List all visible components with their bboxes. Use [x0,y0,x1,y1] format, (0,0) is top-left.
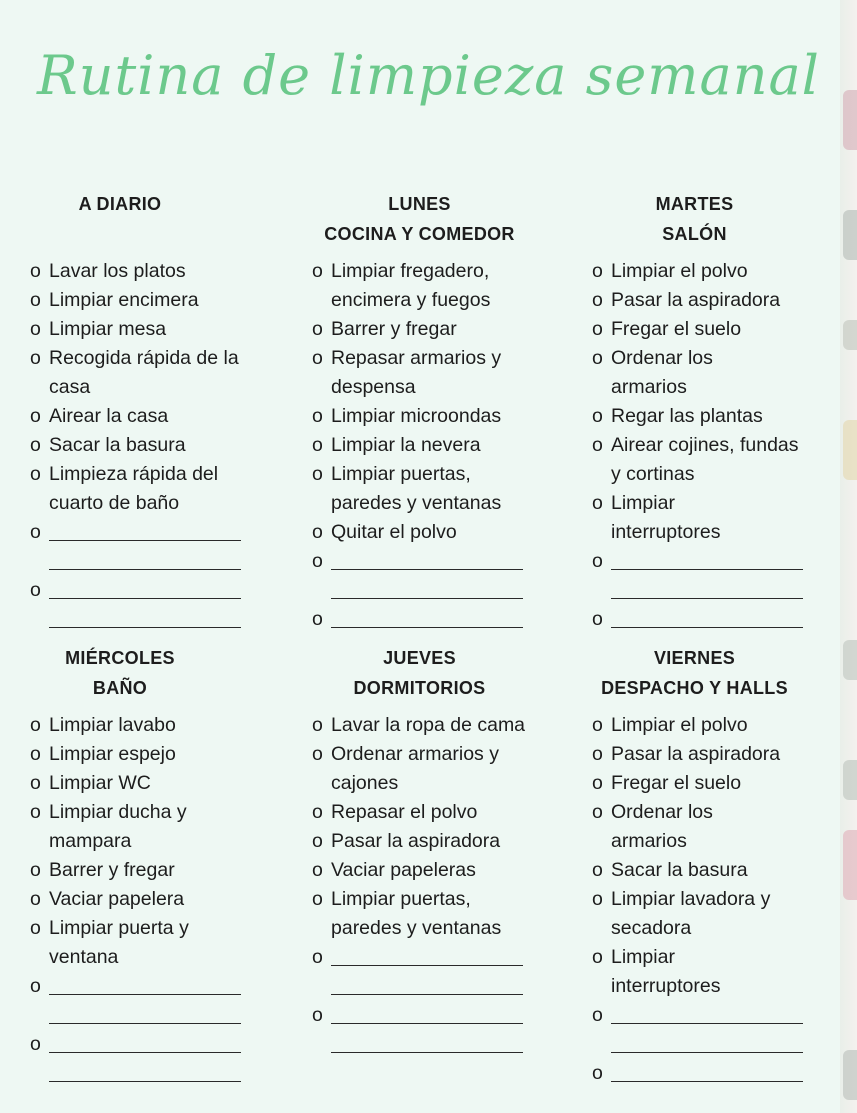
blank-entry[interactable] [30,972,280,1001]
checkbox-circle-icon[interactable]: o [312,550,323,572]
item-label: Limpiar mesa [49,318,167,340]
day-label: VIERNES [653,648,736,668]
column-miercoles [30,643,280,1088]
item-label: Limpiar puertas, paredes y ventanas [331,888,502,939]
checkbox-circle-icon[interactable]: o [592,405,603,427]
write-line[interactable] [611,1052,803,1053]
checkbox-circle-icon[interactable]: o [312,434,323,456]
blank-entry[interactable] [592,605,822,634]
decoration-left-page-grey [843,320,857,350]
blank-entry-continuation[interactable] [30,605,280,634]
blank-entry-continuation[interactable] [30,547,280,576]
column-heading [592,643,797,703]
write-line[interactable] [49,1081,241,1082]
checklist-item[interactable] [30,257,280,286]
blank-entry-continuation[interactable] [592,576,822,605]
checkbox-circle-icon[interactable]: o [312,260,323,282]
checklist-item[interactable] [312,518,572,547]
write-line[interactable] [611,569,803,570]
item-label: Limpiar lavabo [49,714,176,736]
checklist-item[interactable] [30,769,280,798]
checklist-item[interactable] [312,798,572,827]
column-martes [592,189,822,634]
day-label: JUEVES [383,648,456,668]
item-label: Sacar la basura [49,434,186,456]
checkbox-circle-icon[interactable]: o [30,434,41,456]
blank-entry-continuation[interactable] [312,972,572,1001]
checkbox-circle-icon[interactable]: o [592,347,603,369]
write-line[interactable] [331,1052,523,1053]
item-label: Limpiar ducha y mampara [49,801,187,852]
item-label: Lavar la ropa de cama [331,714,526,736]
decoration-left-page-pink [843,830,857,900]
checkbox-circle-icon[interactable]: o [30,463,41,485]
day-label: LUNES [388,194,451,214]
checklist-item[interactable] [30,711,280,740]
checklist-item[interactable] [312,315,572,344]
checklist-item[interactable] [592,431,801,489]
area-label: COCINA Y COMEDOR [324,224,515,244]
write-line[interactable] [331,965,523,966]
checklist-item[interactable] [312,431,572,460]
item-label: Limpiar interruptores [611,946,721,997]
area-label: DESPACHO Y HALLS [601,678,788,698]
checklist-item[interactable] [592,943,761,1001]
item-label: Ordenar armarios y cajones [331,743,499,794]
checkbox-circle-icon[interactable]: o [592,946,603,968]
checkbox-circle-icon[interactable]: o [592,772,603,794]
write-line[interactable] [331,1023,523,1024]
column-diario [30,189,280,634]
checklist-item[interactable] [312,460,536,518]
item-label: Ordenar los armarios [611,801,713,852]
checkbox-circle-icon[interactable]: o [312,859,323,881]
checklist-item[interactable] [592,257,822,286]
checkbox-circle-icon[interactable]: o [30,801,41,823]
item-label: Limpiar lavadora y secadora [611,888,771,939]
write-line[interactable] [331,569,523,570]
checklist-item[interactable] [592,769,822,798]
item-label: Limpiar puerta y ventana [49,917,189,968]
blank-entry[interactable] [592,547,822,576]
decoration-left-page-yellow [843,420,857,480]
checkbox-circle-icon[interactable]: o [312,830,323,852]
checkbox-circle-icon[interactable]: o [592,801,603,823]
item-label: Sacar la basura [611,859,748,881]
checkbox-circle-icon[interactable]: o [30,521,41,543]
write-line[interactable] [49,598,241,599]
checklist-item[interactable] [312,885,536,943]
item-label: Vaciar papeleras [331,859,476,881]
column-heading [592,189,797,249]
blank-entry-continuation[interactable] [30,1001,280,1030]
checkbox-circle-icon[interactable]: o [312,347,323,369]
area-label: BAÑO [92,678,148,698]
decoration-left-page-grey [843,1050,857,1100]
item-label: Limpiar el polvo [611,260,748,282]
checkbox-circle-icon[interactable]: o [592,714,603,736]
item-label: Airear cojines, fundas y cortinas [611,434,799,485]
checklist-item[interactable] [312,257,521,315]
checkbox-circle-icon[interactable]: o [30,772,41,794]
checklist-item[interactable] [30,460,264,518]
checklist-item[interactable] [30,885,280,914]
blank-entry[interactable] [30,576,280,605]
checkbox-circle-icon[interactable]: o [30,975,41,997]
write-line[interactable] [49,569,241,570]
checkbox-circle-icon[interactable]: o [312,1004,323,1026]
blank-entry[interactable] [592,1059,822,1088]
checkbox-circle-icon[interactable]: o [592,318,603,340]
checklist-item[interactable] [592,286,822,315]
item-label: Repasar el polvo [331,801,478,823]
write-line[interactable] [611,1081,803,1082]
write-line[interactable] [49,627,241,628]
checklist-item[interactable] [30,344,259,402]
write-line[interactable] [49,1052,241,1053]
checklist-item[interactable] [30,431,280,460]
checkbox-circle-icon[interactable]: o [592,1062,603,1084]
item-label: Fregar el suelo [611,318,742,340]
checkbox-circle-icon[interactable]: o [312,318,323,340]
checkbox-circle-icon[interactable]: o [30,579,41,601]
item-label: Limpiar puertas, paredes y ventanas [331,463,502,514]
checkbox-circle-icon[interactable]: o [312,801,323,823]
checklist-item[interactable] [30,798,234,856]
checkbox-circle-icon[interactable]: o [30,917,41,939]
checkbox-circle-icon[interactable]: o [312,946,323,968]
item-label: Fregar el suelo [611,772,742,794]
checkbox-circle-icon[interactable]: o [312,521,323,543]
item-label: Quitar el polvo [331,521,457,543]
item-label: Ordenar los armarios [611,347,713,398]
checklist-item[interactable] [312,827,572,856]
item-label: Limpiar fregadero, encimera y fuegos [331,260,491,311]
item-label: Pasar la aspiradora [331,830,501,852]
checkbox-circle-icon[interactable]: o [592,743,603,765]
checklist-item[interactable] [30,856,280,885]
write-line[interactable] [49,1023,241,1024]
blank-entry[interactable] [312,605,572,634]
item-label: Regar las plantas [611,405,763,427]
checklist-item[interactable] [312,740,536,798]
item-label: Limpiar interruptores [611,492,721,543]
column-heading [30,189,210,249]
checklist-item[interactable] [592,856,822,885]
blank-entry[interactable] [30,1030,280,1059]
checkbox-circle-icon[interactable]: o [592,1004,603,1026]
checklist-item[interactable] [312,711,526,740]
area-label [30,219,210,249]
checklist-item[interactable] [592,315,822,344]
checkbox-circle-icon[interactable]: o [30,859,41,881]
column-heading [312,189,527,249]
checkbox-circle-icon[interactable]: o [592,260,603,282]
write-line[interactable] [611,598,803,599]
item-label: Pasar la aspiradora [611,743,781,765]
checkbox-circle-icon[interactable]: o [312,714,323,736]
page-edge [840,0,857,1113]
checkbox-circle-icon[interactable]: o [30,260,41,282]
checklist-item[interactable] [592,711,822,740]
item-label: Limpieza rápida del cuarto de baño [49,463,219,514]
day-label: A DIARIO [78,194,162,214]
write-line[interactable] [611,627,803,628]
item-label: Lavar los platos [49,260,186,282]
checkbox-circle-icon[interactable]: o [592,434,603,456]
checkbox-circle-icon[interactable]: o [592,888,603,910]
blank-entry-continuation[interactable] [312,576,572,605]
checkbox-circle-icon[interactable]: o [30,743,41,765]
item-label: Limpiar WC [49,772,151,794]
area-label: DORMITORIOS [353,678,486,698]
decoration-left-page-grey [843,210,857,260]
write-line[interactable] [611,1023,803,1024]
checklist-item[interactable] [30,286,280,315]
decoration-left-page-grey [843,640,857,680]
write-line[interactable] [331,598,523,599]
column-heading [30,643,210,703]
column-lunes [312,189,572,634]
item-label: Repasar armarios y despensa [331,347,502,398]
checkbox-circle-icon[interactable]: o [30,347,41,369]
checklist-item[interactable] [592,344,761,402]
checklist-item[interactable] [592,885,811,943]
item-label: Limpiar encimera [49,289,199,311]
checklist-item[interactable] [30,740,280,769]
item-label: Limpiar espejo [49,743,176,765]
checkbox-circle-icon[interactable]: o [592,608,603,630]
blank-entry-continuation[interactable] [312,1030,572,1059]
write-line[interactable] [331,627,523,628]
decoration-left-page-grey [843,760,857,800]
checkbox-circle-icon[interactable]: o [30,714,41,736]
checkbox-circle-icon[interactable]: o [312,888,323,910]
page-title: Rutina de limpieza semanal [37,44,820,107]
blank-entry[interactable] [30,518,280,547]
column-jueves [312,643,572,1059]
item-label: Limpiar el polvo [611,714,748,736]
checkbox-circle-icon[interactable]: o [592,492,603,514]
checklist-item[interactable] [30,914,239,972]
checkbox-circle-icon[interactable]: o [30,289,41,311]
checklist-item[interactable] [312,344,536,402]
checkbox-circle-icon[interactable]: o [30,405,41,427]
checkbox-circle-icon[interactable]: o [312,608,323,630]
blank-entry[interactable] [592,1001,822,1030]
checklist-item[interactable] [592,798,761,856]
checkbox-circle-icon[interactable]: o [312,463,323,485]
blank-entry-continuation[interactable] [592,1030,822,1059]
item-label: Vaciar papelera [49,888,185,910]
day-label: MARTES [655,194,734,214]
item-label: Limpiar la nevera [331,434,481,456]
write-line[interactable] [331,994,523,995]
checklist-item[interactable] [592,402,822,431]
write-line[interactable] [49,540,241,541]
write-line[interactable] [49,994,241,995]
checklist-item[interactable] [30,402,280,431]
checkbox-circle-icon[interactable]: o [30,888,41,910]
checkbox-circle-icon[interactable]: o [312,405,323,427]
checklist-item[interactable] [30,315,280,344]
checkbox-circle-icon[interactable]: o [312,743,323,765]
day-label: MIÉRCOLES [65,648,175,668]
checklist-item[interactable] [592,489,761,547]
checklist-item[interactable] [312,856,572,885]
item-label: Barrer y fregar [49,859,175,881]
item-label: Limpiar microondas [331,405,502,427]
checkbox-circle-icon[interactable]: o [30,318,41,340]
blank-entry[interactable] [312,943,572,972]
item-label: Barrer y fregar [331,318,457,340]
item-label: Recogida rápida de la casa [49,347,239,398]
area-label: SALÓN [662,224,727,244]
column-viernes [592,643,822,1088]
column-heading [312,643,527,703]
blank-entry[interactable] [312,547,572,576]
checkbox-circle-icon[interactable]: o [592,289,603,311]
item-label: Pasar la aspiradora [611,289,781,311]
blank-entry-continuation[interactable] [30,1059,280,1088]
item-label: Airear la casa [49,405,169,427]
checkbox-circle-icon[interactable]: o [592,550,603,572]
checklist-item[interactable] [592,740,822,769]
checkbox-circle-icon[interactable]: o [30,1033,41,1055]
checkbox-circle-icon[interactable]: o [592,859,603,881]
blank-entry[interactable] [312,1001,572,1030]
checklist-item[interactable] [312,402,572,431]
